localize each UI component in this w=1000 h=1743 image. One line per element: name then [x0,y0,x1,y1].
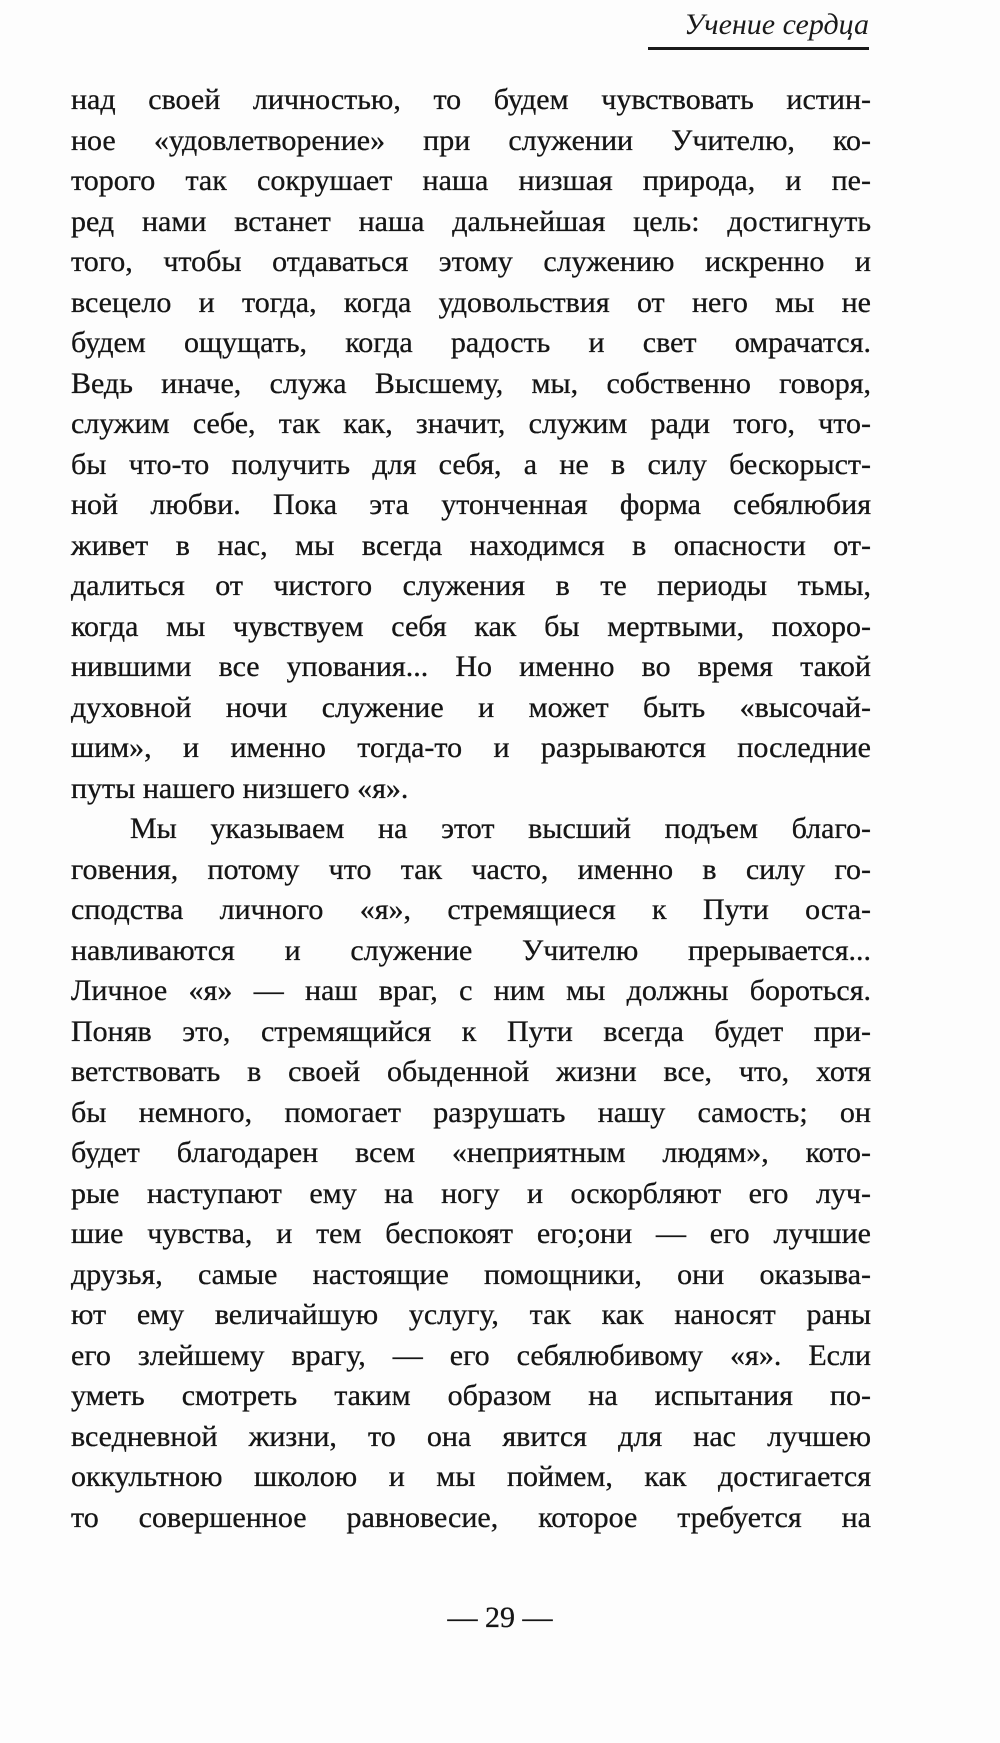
text-line: служим себе, так как, значит, служим ради того, что- [71,407,871,440]
text-line: Ведь иначе, служа Высшему, мы, собственно говоря, [71,366,871,400]
paragraph-end-line: путы нашего низшего «я». [71,771,409,805]
text-line: говения, потому что так часто, именно в силу го- [71,852,871,886]
text-line: нившими все упования... Но именно во время такой [71,650,871,683]
text-line: живет в нас, мы всегда находимся в опасности от- [71,528,871,562]
running-head [609,0,869,52]
text-line: шие чувства, и тем беспокоят его;они — его лучшие [71,1217,871,1250]
text-line: ют ему величайшую услугу, так как наносят раны [71,1298,871,1331]
body-text [71,80,871,1538]
text-line: того, чтобы отдаваться этому служению искренно и [71,245,871,278]
text-line: вседневной жизни, то она явится для нас лучшею [71,1419,871,1453]
text-line: над своей личностью, то будем чувствовать истин- [71,83,871,116]
text-line: ред нами встанет наша дальнейшая цель: достигнуть [71,204,871,238]
text-line: рые наступают ему на ногу и оскорбляют его луч- [71,1176,871,1210]
text-line: сподства личного «я», стремящиеся к Пути оста- [71,893,871,926]
text-line: ное «удовлетворение» при служении Учителю, ко- [71,123,871,157]
text-line: то совершенное равновесие, которое требуется на [71,1500,871,1534]
paragraph-first-line: Мы указываем на этот высший подъем благо- [130,812,871,845]
text-line: Поняв это, стремящийся к Пути всегда будет при- [71,1014,871,1048]
text-line: торого так сокрушает наша низшая природа, и пе- [71,164,871,197]
text-line: всецело и тогда, когда удовольствия от него мы не [71,285,871,319]
text-line: шим», и именно тогда-то и разрываются последние [71,731,871,764]
page-number: — 29 — [447,1601,553,1634]
text-line: Личное «я» — наш враг, с ним мы должны бороться. [71,974,871,1007]
text-line: духовной ночи служение и может быть «высочай- [71,690,871,724]
text-line: бы немного, помогает разрушать нашу самость; он [71,1095,871,1129]
text-line: уметь смотреть таким образом на испытания по- [71,1379,871,1412]
text-line: его злейшему врагу, — его себялюбивому «я». Если [71,1338,871,1372]
text-line: бы что-то получить для себя, а не в силу бескорыст- [71,447,871,481]
text-line: оккультною школою и мы поймем, как достигается [71,1460,871,1493]
text-line: ветствовать в своей обыденной жизни все, что, хотя [71,1055,871,1088]
running-head-title: Учение сердца [684,8,869,41]
text-line: друзья, самые настоящие помощники, они оказыва- [71,1257,871,1291]
text-line: когда мы чувствуем себя как бы мертвыми, похоро- [71,609,871,643]
text-line: навливаются и служение Учителю прерывается... [71,933,871,967]
text-line: будем ощущать, когда радость и свет омрачатся. [71,326,871,359]
text-line: будет благодарен всем «неприятным людям», кото- [71,1136,871,1169]
text-line: ной любви. Пока эта утонченная форма себялюбия [71,488,871,521]
text-line: далиться от чистого служения в те периоды тьмы, [71,569,871,602]
running-head-rule [648,47,869,50]
